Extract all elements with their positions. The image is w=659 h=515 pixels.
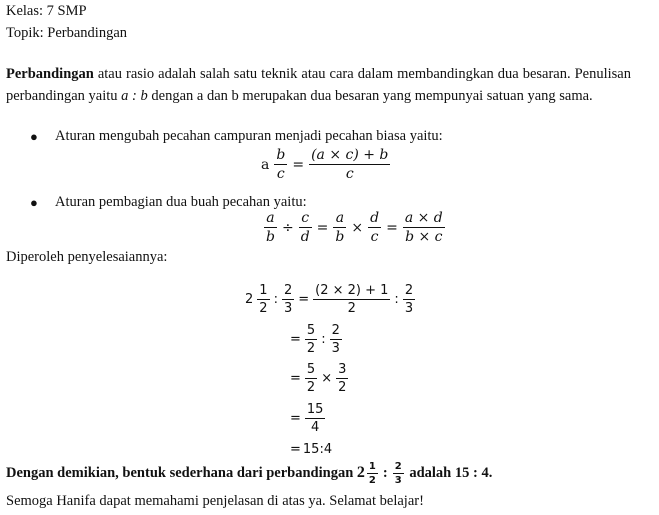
closing-text: Semoga Hanifa dapat memahami penjelasan di atas ya. Selamat belajar! xyxy=(6,493,424,509)
ratio-notation: a : b xyxy=(121,88,148,104)
formula1-lhs-fraction: $\frac{b}{c}$ xyxy=(276,147,286,182)
intro-paragraph xyxy=(6,63,631,107)
intro-text-1: atau rasio adalah salah satu teknik atau cara dalam membandingkan dua besaran. Penulisan perbandingan yaitu xyxy=(6,66,631,104)
formula1-equals: = xyxy=(292,156,305,173)
solution-step-4: = $\frac{15}{4}$ xyxy=(290,402,324,435)
formula1-rhs-fraction: $\frac{(a \times c) + b}{c}$ xyxy=(311,147,389,182)
formula-fraction-division: $\frac{a}{b}$ ÷ $\frac{c}{d}$ = $\frac{a}{b}$ × $\frac{d}{c}$ = $\frac{a \times d}{b \times c}$ xyxy=(266,210,443,245)
rule-2-text: Aturan pembagian dua buah pecahan yaitu: xyxy=(55,194,307,210)
solution-step-1: 2 $\frac{1}{2}$ : $\frac{2}{3}$ = $\frac{(2 \times 2) + 1}{2}$ : $\frac{2}{3}$ xyxy=(245,283,414,316)
rule-1-text: Aturan mengubah pecahan campuran menjadi pecahan biasa yaitu: xyxy=(55,128,443,144)
solution-step-3: = $\frac{5}{2}$ × $\frac{3}{2}$ xyxy=(290,362,347,395)
intro-text-2: dengan a dan b merupakan dua besaran yang mempunyai satuan yang sama. xyxy=(147,88,593,104)
formula-mixed-to-improper xyxy=(258,147,392,182)
term-perbandingan: Perbandingan xyxy=(6,66,94,82)
solution-step-2: = $\frac{5}{2}$ : $\frac{2}{3}$ xyxy=(290,323,340,356)
solution-step-5: = 15:4 xyxy=(290,442,333,457)
solution-intro: Diperoleh penyelesaiannya: xyxy=(6,249,168,265)
topic-label: Topik: Perbandingan xyxy=(6,25,128,41)
bullet-icon: ● xyxy=(30,195,38,210)
conclusion: Dengan demikian, bentuk sederhana dari perbandingan 2 $\frac{1}{2}$ : $\frac{2}{3}$ adalah 15 : 4. xyxy=(6,461,493,486)
bullet-icon: ● xyxy=(30,129,38,144)
class-label: Kelas: 7 SMP xyxy=(6,3,87,19)
formula1-whole: a xyxy=(261,156,270,173)
